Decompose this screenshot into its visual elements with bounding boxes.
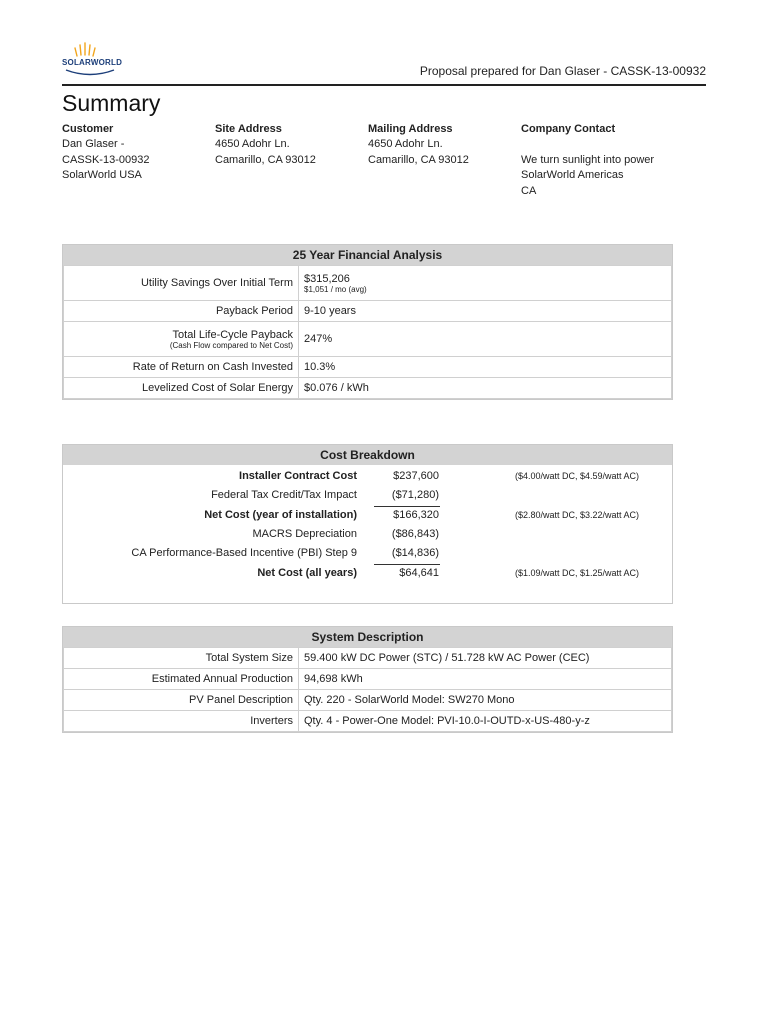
row-label: Payback Period	[64, 301, 299, 322]
site-address-line: 4650 Adohr Ln.	[215, 138, 290, 151]
cost-row	[63, 486, 672, 505]
cost-breakdown-panel	[62, 444, 673, 604]
table-row	[64, 322, 672, 357]
table-row	[64, 690, 672, 711]
row-value-sub: $1,051 / mo (avg)	[304, 284, 367, 294]
row-label: Inverters	[64, 711, 299, 732]
cost-value: $166,320	[393, 509, 439, 521]
cost-value: $64,641	[399, 567, 439, 579]
row-value-main: $315,206	[304, 272, 350, 285]
cost-note: ($2.80/watt DC, $3.22/watt AC)	[515, 510, 640, 520]
row-label: Total System Size	[64, 648, 299, 669]
row-value: Qty. 4 - Power-One Model: PVI-10.0-I-OUTD-x-US-480-y-z	[299, 711, 672, 732]
cost-note: ($4.00/watt DC, $4.59/watt AC)	[515, 471, 640, 481]
company-contact-line: We turn sunlight into power	[521, 153, 655, 166]
row-label	[64, 322, 299, 357]
table-row	[64, 301, 672, 322]
cost-label: Net Cost (all years)	[257, 567, 357, 579]
mailing-address-column	[368, 122, 521, 199]
customer-line: SolarWorld USA	[62, 169, 142, 182]
cost-row	[63, 544, 672, 563]
company-contact-heading: Company Contact	[521, 123, 616, 135]
table-row	[64, 357, 672, 378]
financial-analysis-panel	[62, 244, 673, 400]
page-title: Summary	[62, 90, 161, 116]
cost-breakdown-title: Cost Breakdown	[63, 445, 672, 465]
logo-text: SOLARWORLD	[62, 58, 123, 67]
cost-label: Net Cost (year of installation)	[204, 509, 357, 521]
customer-line: Dan Glaser -	[62, 138, 125, 151]
site-address-heading: Site Address	[215, 123, 282, 135]
site-address-line: Camarillo, CA 93012	[215, 153, 316, 166]
cost-value: ($71,280)	[391, 489, 439, 501]
table-row	[64, 648, 672, 669]
row-label: Utility Savings Over Initial Term	[64, 266, 299, 301]
row-label: Rate of Return on Cash Invested	[64, 357, 299, 378]
row-value: Qty. 220 - SolarWorld Model: SW270 Mono	[299, 690, 672, 711]
mailing-address-heading: Mailing Address	[368, 123, 453, 135]
row-value: $0.076 / kWh	[299, 378, 672, 399]
row-value: 10.3%	[299, 357, 672, 378]
row-value: 247%	[299, 322, 672, 357]
summary-info	[62, 122, 706, 199]
row-label: Levelized Cost of Solar Energy	[64, 378, 299, 399]
mailing-address-line: Camarillo, CA 93012	[368, 153, 469, 166]
system-description-table	[63, 647, 672, 732]
cost-value: ($86,843)	[391, 528, 439, 540]
company-contact-column	[521, 122, 674, 199]
row-label: PV Panel Description	[64, 690, 299, 711]
row-value: 94,698 kWh	[299, 669, 672, 690]
logo-swoosh	[62, 67, 118, 81]
row-value	[299, 266, 672, 301]
cost-label: CA Performance-Based Incentive (PBI) Step 9	[131, 547, 357, 559]
system-description-title: System Description	[63, 627, 672, 647]
customer-column	[62, 122, 215, 199]
company-contact-line: CA	[521, 184, 537, 197]
proposal-heading: Proposal prepared for Dan Glaser - CASSK-13-00932	[419, 64, 706, 78]
cost-value: ($14,836)	[391, 547, 439, 559]
solarworld-logo	[62, 42, 123, 82]
customer-heading: Customer	[62, 123, 114, 135]
site-address-column	[215, 122, 368, 199]
system-description-panel	[62, 626, 673, 733]
cost-value: $237,600	[393, 470, 439, 482]
cost-row	[63, 467, 672, 486]
customer-line: CASSK-13-00932	[62, 153, 150, 166]
row-label: Estimated Annual Production	[64, 669, 299, 690]
financial-analysis-table	[63, 265, 672, 399]
cost-row	[63, 525, 672, 544]
financial-analysis-title: 25 Year Financial Analysis	[63, 245, 672, 265]
table-row	[64, 266, 672, 301]
table-row	[64, 711, 672, 732]
cost-label: MACRS Depreciation	[252, 528, 357, 540]
sun-rays-icon	[74, 42, 98, 58]
row-value: 59.400 kW DC Power (STC) / 51.728 kW AC Power (CEC)	[299, 648, 672, 669]
cost-row	[63, 506, 672, 525]
row-value: 9-10 years	[299, 301, 672, 322]
row-label-sub: (Cash Flow compared to Net Cost)	[169, 340, 293, 350]
cost-note: ($1.09/watt DC, $1.25/watt AC)	[515, 568, 640, 578]
company-contact-spacer	[521, 137, 674, 152]
cost-breakdown-body	[63, 465, 672, 603]
cost-row	[63, 564, 672, 583]
header-rule	[62, 84, 706, 86]
mailing-address-line: 4650 Adohr Ln.	[368, 138, 443, 151]
row-label-main: Total Life-Cycle Payback	[172, 328, 293, 341]
company-contact-line: SolarWorld Americas	[521, 169, 624, 182]
cost-label: Federal Tax Credit/Tax Impact	[211, 489, 357, 501]
table-row	[64, 669, 672, 690]
cost-label: Installer Contract Cost	[239, 470, 357, 482]
table-row	[64, 378, 672, 399]
